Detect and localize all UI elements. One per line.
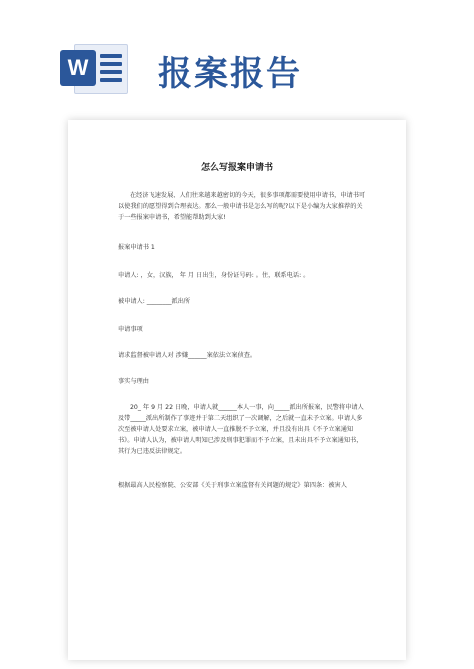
- applicant-line: 申请人: ，女，汉族， 年 月 日出生，身份证号码: 。住，联系电话: 。: [118, 272, 310, 279]
- document-title: 怎么写报案申请书: [200, 163, 273, 173]
- respondent-line: 被申请人: ________派出所: [118, 298, 191, 305]
- request-body: 请求监督被申请人对 涉嫌______案依法立案侦查。: [118, 352, 257, 359]
- document-page: [68, 120, 406, 660]
- word-doc-line: [100, 70, 122, 74]
- request-heading: 申请事项: [118, 326, 143, 333]
- word-doc-line: [100, 62, 122, 66]
- section-heading: 报案申请书 1: [118, 244, 155, 251]
- report-title: 报案报告: [158, 54, 302, 94]
- word-badge: W: [60, 50, 96, 86]
- word-doc-line: [100, 54, 122, 58]
- word-icon: [60, 40, 140, 100]
- header: [0, 0, 474, 100]
- facts-body: 20_ 年 9 月 22 日晚，申请人就______本人一事，向_____派出所报案，民警将申请人及带_____派出所制作了事迹并于第二天组织了一次调解，之后就一直未予立案。申请人多次至被申请人处要求立案，被申请人一直推脱不予立案，并且没有出具《不予立案通知书》。申请人认为，被申请人明知已涉及刑事犯罪而不予立案，且未出具不予立案通知书，其行为已违反法律规定。: [118, 404, 364, 455]
- facts-heading: 事实与理由: [118, 378, 149, 385]
- word-doc-line: [100, 78, 122, 82]
- basis-line: 根据最高人民检察院、公安部《关于刑事立案监督有关问题的规定》第四条：被害人: [118, 482, 347, 489]
- intro-paragraph: 在经济飞速发展、人们往来越来越密切的今天，很多事项都需要使用申请书，申请书可以使我们的愿望得到合理表达。那么一般申请书是怎么写的呢?以下是小编为大家推荐的关于一些报案申请书，希望能帮助到大家!: [118, 192, 366, 221]
